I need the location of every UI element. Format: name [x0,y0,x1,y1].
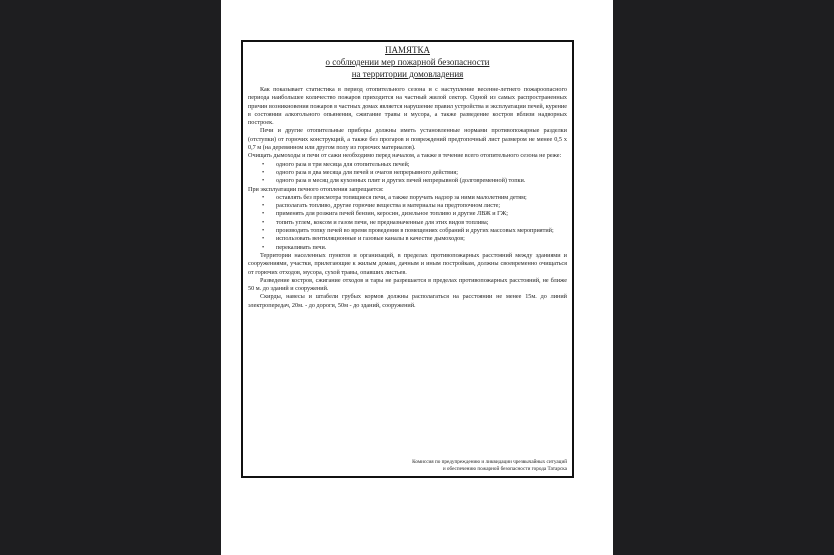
list-item: • производить топку печей во время проведения в помещениях собраний и других массовых мероприятий; [276,227,567,235]
list-item: • располагать топливо, другие горючие вещества и материалы на предтопочном листе; [276,202,567,210]
memo-title: ПАМЯТКА [384,45,430,55]
list-item: • одного раза в два месяца для печей и очагов непрерывного действия; [276,169,567,177]
chimney-list [248,161,567,186]
chimney-intro: Очищать дымоходы и печи от сажи необходимо перед началом, а также в течение всего отопительного сезона не реже: [248,152,562,160]
list-item: • одного раза в три месяца для отопительных печей; [276,161,567,169]
list-item: • одного раза в месяц для кухонных плит и других печей непрерывной (долговременной) топки. [276,177,567,185]
forbidden-intro: При эксплуатации печного отопления запрещается: [248,185,384,193]
footer-line1: Комиссия по предупреждению и ликвидации чрезвычайных ситуаций [412,459,567,465]
fires-paragraph: Разведение костров, сжигание отходов и тары не разрешается в пределах противопожарных расстояний, не ближе 50 м. до зданий и сооружений. [248,276,567,293]
memo-footer [412,459,567,473]
memo-body [248,86,567,310]
haystacks-paragraph: Скирды, навесы и штабели грубых кормов должны располагаться на расстоянии не менее 15м. до линий электропередач, 20м. - до дороги, 50м - до зданий, сооружений. [248,293,567,309]
intro-paragraph: Как показывает статистика в период отопительного сезона и с наступление весенне-летнего пожароопасного периода наибольшее количество пожаров приходится на частный жилой сектор. Одной из самых распространенных причин возникновения пожаров в частных домах является нарушение правил устройства и эксплуатации печей, курение в состоянии алкогольного опьянения, сжигание травы и мусора, а также разведение костров вблизи надворных построек. [248,86,567,127]
stoves-paragraph: Печи и другие отопительные приборы должны иметь установленные нормами противопожарные разделки (отступки) от горючих конструкций, а также без прогаров и повреждений предтопочный лист размером не менее 0,5 х 0,7 м (на деревянном или другом полу из горючих материалов). [248,127,567,152]
document-page [221,0,613,555]
territory-paragraph: Территории населенных пунктов и организаций, в пределах противопожарных расстояний между зданиями и сооружениями, участки, прилегающие к жилым домам, дачным и иным постройкам, должны своевременно очищаться от горючих отходов, мусора, сухой травы, опавших листьев. [248,251,567,276]
footer-line2: и обеспечению пожарной безопасности города Татарска [442,466,567,472]
forbidden-list [248,194,567,252]
list-item: • использовать вентиляционные и газовые каналы в качестве дымоходов; [276,235,567,243]
list-item: • перекаливать печи. [276,244,567,252]
list-item: • топить углем, коксом и газом печи, не предназначенные для этих видов топлива; [276,219,567,227]
list-item: • оставлять без присмотра топящиеся печи, а также поручать надзор за ними малолетним детям; [276,194,567,202]
memo-subtitle-line2: на территории домовладения [351,69,464,79]
list-item: • применять для розжига печей бензин, керосин, дизельное топливо и другие ЛВЖ и ГЖ; [276,210,567,218]
memo-subtitle-line1: о соблюдении мер пожарной безопасности [325,57,490,67]
memo-frame [241,40,574,478]
